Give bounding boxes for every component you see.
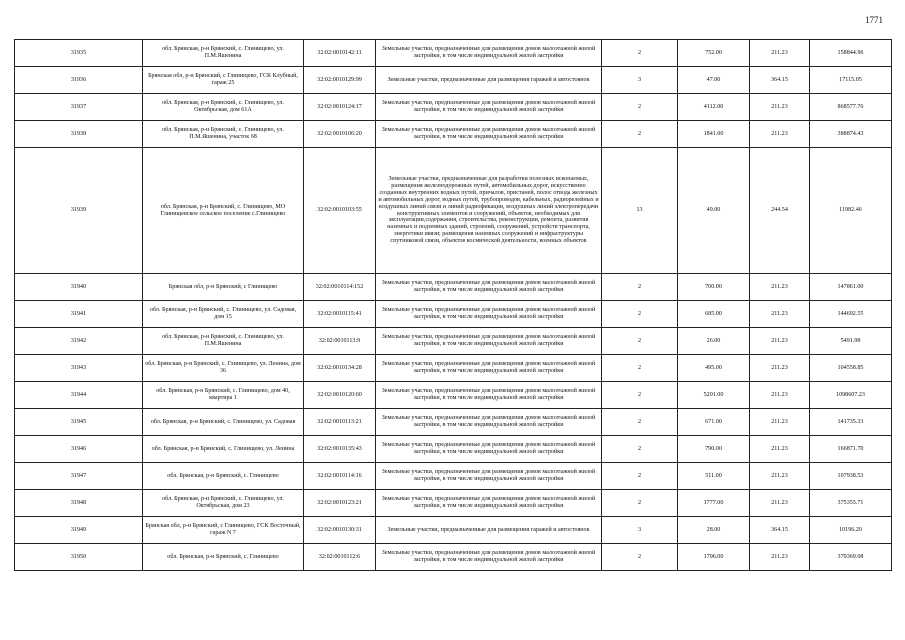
- table-row: [15, 517, 892, 544]
- area-cell: 4112.00: [678, 94, 750, 121]
- table-row: [15, 382, 892, 409]
- address-cell: обл. Брянская, р-н Брянский, с. Глинищево: [143, 544, 304, 571]
- area-cell: 26.00: [678, 328, 750, 355]
- area-cell: 790.00: [678, 436, 750, 463]
- area-cell: 5201.00: [678, 382, 750, 409]
- area-cell: 511.00: [678, 463, 750, 490]
- land-use-cell: Земельные участки, предназначенные для размещения домов малоэтажной жилой застройки, в том числе индивидуальной жилой застройки: [376, 94, 602, 121]
- table-row: [15, 301, 892, 328]
- specific-value-cell: 211.23: [750, 382, 810, 409]
- cadastral-number-cell: 32:02:0010135:43: [304, 436, 376, 463]
- cadastral-number-cell: 32:02:0010123:21: [304, 490, 376, 517]
- row-number-cell: 31950: [15, 544, 143, 571]
- address-cell: обл. Брянская, р-н Брянский, с. Глинищево, дом 40, квартира 1: [143, 382, 304, 409]
- row-number-cell: 31948: [15, 490, 143, 517]
- land-use-cell: Земельные участки, предназначенные для размещения домов малоэтажной жилой застройки, в том числе индивидуальной жилой застройки: [376, 382, 602, 409]
- specific-value-cell: 211.23: [750, 301, 810, 328]
- land-use-cell: Земельные участки, предназначенные для размещения домов малоэтажной жилой застройки, в том числе индивидуальной жилой застройки: [376, 436, 602, 463]
- area-cell: 28.00: [678, 517, 750, 544]
- table-row: [15, 274, 892, 301]
- cadastral-value-cell: 147861.00: [810, 274, 892, 301]
- address-cell: Брянская обл, р-н Брянский, с Глинищево, ГСК Восточный, гараж N 7: [143, 517, 304, 544]
- row-number-cell: 31938: [15, 121, 143, 148]
- land-use-cell: Земельные участки, предназначенные для размещения домов малоэтажной жилой застройки, в том числе индивидуальной жилой застройки: [376, 409, 602, 436]
- group-number-cell: 2: [602, 382, 678, 409]
- cadastral-value-cell: 1098607.23: [810, 382, 892, 409]
- area-cell: 700.00: [678, 274, 750, 301]
- group-number-cell: 2: [602, 463, 678, 490]
- row-number-cell: 31941: [15, 301, 143, 328]
- cadastral-number-cell: 32:02:0010103:55: [304, 148, 376, 274]
- table-row: [15, 544, 892, 571]
- group-number-cell: 2: [602, 301, 678, 328]
- area-cell: 47.00: [678, 67, 750, 94]
- specific-value-cell: 211.23: [750, 436, 810, 463]
- land-use-cell: Земельные участки, предназначенные для размещения домов малоэтажной жилой застройки, в том числе индивидуальной жилой застройки: [376, 463, 602, 490]
- table-row: [15, 94, 892, 121]
- cadastral-value-cell: 10196.20: [810, 517, 892, 544]
- cadastral-number-cell: 32:02:0010106:20: [304, 121, 376, 148]
- group-number-cell: 2: [602, 94, 678, 121]
- table-row: [15, 40, 892, 67]
- area-cell: 1777.00: [678, 490, 750, 517]
- table-row: [15, 67, 892, 94]
- row-number-cell: 31947: [15, 463, 143, 490]
- group-number-cell: 2: [602, 328, 678, 355]
- cadastral-value-cell: 17115.05: [810, 67, 892, 94]
- land-use-cell: Земельные участки, предназначенные для размещения домов малоэтажной жилой застройки, в том числе индивидуальной жилой застройки: [376, 544, 602, 571]
- specific-value-cell: 211.23: [750, 328, 810, 355]
- cadastral-value-cell: 388874.43: [810, 121, 892, 148]
- area-cell: 685.00: [678, 301, 750, 328]
- row-number-cell: 31946: [15, 436, 143, 463]
- cadastral-number-cell: 32:02:0010142:11: [304, 40, 376, 67]
- table-row: [15, 436, 892, 463]
- row-number-cell: 31935: [15, 40, 143, 67]
- specific-value-cell: 211.23: [750, 409, 810, 436]
- address-cell: обл. Брянская, р-н Брянский, с. Глинищево, ул. Ленина: [143, 436, 304, 463]
- cadastral-value-cell: 868577.76: [810, 94, 892, 121]
- cadastral-value-cell: 11982.46: [810, 148, 892, 274]
- area-cell: 495.00: [678, 355, 750, 382]
- land-use-cell: Земельные участки, предназначенные для размещения домов малоэтажной жилой застройки, в том числе индивидуальной жилой застройки: [376, 40, 602, 67]
- land-use-cell: Земельные участки, предназначенные для размещения домов малоэтажной жилой застройки, в том числе индивидуальной жилой застройки: [376, 121, 602, 148]
- cadastral-number-cell: 32:02:0010124:17: [304, 94, 376, 121]
- cadastral-number-cell: 32:02:0010113:21: [304, 409, 376, 436]
- land-use-cell: Земельные участки, предназначенные для размещения гаражей и автостоянок: [376, 517, 602, 544]
- land-use-cell: Земельные участки, предназначенные для размещения домов малоэтажной жилой застройки, в том числе индивидуальной жилой застройки: [376, 490, 602, 517]
- specific-value-cell: 364.15: [750, 517, 810, 544]
- group-number-cell: 2: [602, 355, 678, 382]
- group-number-cell: 13: [602, 148, 678, 274]
- address-cell: обл. Брянская, р-н Брянский, с. Глинищево, ул. П.М.Яшенина: [143, 40, 304, 67]
- table-row: [15, 463, 892, 490]
- address-cell: обл. Брянская, р-н Брянский, с. Глинищево, МО Глинищевское сельское поселение с.Глинищево: [143, 148, 304, 274]
- row-number-cell: 31945: [15, 409, 143, 436]
- cadastral-value-cell: 379369.08: [810, 544, 892, 571]
- table-body: [15, 40, 892, 571]
- cadastral-number-cell: 32:02:0010120:60: [304, 382, 376, 409]
- row-number-cell: 31944: [15, 382, 143, 409]
- specific-value-cell: 211.23: [750, 355, 810, 382]
- cadastral-value-cell: 5491.98: [810, 328, 892, 355]
- cadastral-number-cell: 32:02:0010115:41: [304, 301, 376, 328]
- table-row: [15, 355, 892, 382]
- address-cell: обл. Брянская, р-н Брянский, с. Глинищево, ул. Садовая, дом 15: [143, 301, 304, 328]
- row-number-cell: 31942: [15, 328, 143, 355]
- address-cell: Брянская обл, р-н Брянский, с Глинищево: [143, 274, 304, 301]
- table-row: [15, 490, 892, 517]
- group-number-cell: 3: [602, 517, 678, 544]
- row-number-cell: 31940: [15, 274, 143, 301]
- row-number-cell: 31949: [15, 517, 143, 544]
- land-use-cell: Земельные участки, предназначенные для размещения гаражей и автостоянок: [376, 67, 602, 94]
- cadastral-number-cell: 32:02:0010134:28: [304, 355, 376, 382]
- table-row: [15, 121, 892, 148]
- specific-value-cell: 211.23: [750, 463, 810, 490]
- area-cell: 1796.00: [678, 544, 750, 571]
- area-cell: 49.00: [678, 148, 750, 274]
- group-number-cell: 2: [602, 409, 678, 436]
- land-use-cell: Земельные участки, предназначенные для разработки полезных ископаемых, размещения железнодорожных путей, автомобильных дорог, искусственно созданных внутренних водных путей, причалов, пристаней, полос отвода железных и автомобильных дорог, водных путей, трубопроводов, кабельных, радиорелейных и воздушных линий связи и линий радиофикации, воздушных линий электропередачи конструктивных элементов и сооружений, объектов, необходимых для эксплуатации,содержания, строительства, реконструкции, ремонта, развития наземных и подземных зданий, строений, сооружений, устройств транспорта, энергетики ивязи; размещения наземных сооружений и инфраструктуры спутниковой связи, объектов космической деятельности, военных объектов: [376, 148, 602, 274]
- specific-value-cell: 211.23: [750, 121, 810, 148]
- cadastral-value-cell: 375355.71: [810, 490, 892, 517]
- area-cell: 671.00: [678, 409, 750, 436]
- address-cell: обл. Брянская, р-н Брянский, с. Глинищево, ул. Ленина, дом 36: [143, 355, 304, 382]
- land-use-cell: Земельные участки, предназначенные для размещения домов малоэтажной жилой застройки, в том числе индивидуальной жилой застройки: [376, 328, 602, 355]
- address-cell: Брянская обл, р-н Брянский, с Глинищево, ГСК Клубный, гараж 25: [143, 67, 304, 94]
- land-use-cell: Земельные участки, предназначенные для размещения домов малоэтажной жилой застройки, в том числе индивидуальной жилой застройки: [376, 301, 602, 328]
- address-cell: обл. Брянская, р-н Брянский, с. Глинищево: [143, 463, 304, 490]
- specific-value-cell: 364.15: [750, 67, 810, 94]
- address-cell: обл. Брянская, р-н Брянский, с. Глинищево, ул. Садовая: [143, 409, 304, 436]
- cadastral-value-cell: 166871.70: [810, 436, 892, 463]
- group-number-cell: 2: [602, 490, 678, 517]
- group-number-cell: 2: [602, 274, 678, 301]
- cadastral-value-cell: 141735.33: [810, 409, 892, 436]
- group-number-cell: 2: [602, 121, 678, 148]
- row-number-cell: 31936: [15, 67, 143, 94]
- address-cell: обл. Брянская, р-н Брянский, с. Глинищево, ул. Октябрьская, дом 61А: [143, 94, 304, 121]
- cadastral-value-cell: 144692.55: [810, 301, 892, 328]
- group-number-cell: 2: [602, 544, 678, 571]
- cadastral-value-table: [14, 39, 892, 571]
- cadastral-number-cell: 32:02:0010114:16: [304, 463, 376, 490]
- specific-value-cell: 211.23: [750, 544, 810, 571]
- specific-value-cell: 211.23: [750, 40, 810, 67]
- specific-value-cell: 211.23: [750, 94, 810, 121]
- specific-value-cell: 211.23: [750, 490, 810, 517]
- specific-value-cell: 211.23: [750, 274, 810, 301]
- cadastral-number-cell: 32:02:0010129:99: [304, 67, 376, 94]
- cadastral-number-cell: 32:02:0010112:6: [304, 544, 376, 571]
- group-number-cell: 2: [602, 40, 678, 67]
- table-row: [15, 148, 892, 274]
- group-number-cell: 2: [602, 436, 678, 463]
- specific-value-cell: 244.54: [750, 148, 810, 274]
- address-cell: обл. Брянская, р-н Брянский, с. Глинищево, ул. Октябрьская, дом 23: [143, 490, 304, 517]
- land-use-cell: Земельные участки, предназначенные для размещения домов малоэтажной жилой застройки, в том числе индивидуальной жилой застройки: [376, 274, 602, 301]
- row-number-cell: 31937: [15, 94, 143, 121]
- address-cell: обл. Брянская, р-н Брянский, с. Глинищево, ул. П.М.Яшенина: [143, 328, 304, 355]
- address-cell: обл. Брянская, р-н Брянский, с. Глинищево, ул. П.М.Яшенина, участок 68: [143, 121, 304, 148]
- cadastral-number-cell: 32:02:0010113:9: [304, 328, 376, 355]
- cadastral-number-cell: 32:02:0010114:152: [304, 274, 376, 301]
- row-number-cell: 31939: [15, 148, 143, 274]
- row-number-cell: 31943: [15, 355, 143, 382]
- page-number: 1771: [865, 15, 883, 25]
- cadastral-value-cell: 104558.85: [810, 355, 892, 382]
- area-cell: 1841.00: [678, 121, 750, 148]
- area-cell: 752.00: [678, 40, 750, 67]
- group-number-cell: 3: [602, 67, 678, 94]
- cadastral-number-cell: 32:02:0010130:31: [304, 517, 376, 544]
- cadastral-value-cell: 107938.53: [810, 463, 892, 490]
- land-use-cell: Земельные участки, предназначенные для размещения домов малоэтажной жилой застройки, в том числе индивидуальной жилой застройки: [376, 355, 602, 382]
- table-row: [15, 328, 892, 355]
- table-row: [15, 409, 892, 436]
- cadastral-value-cell: 158844.96: [810, 40, 892, 67]
